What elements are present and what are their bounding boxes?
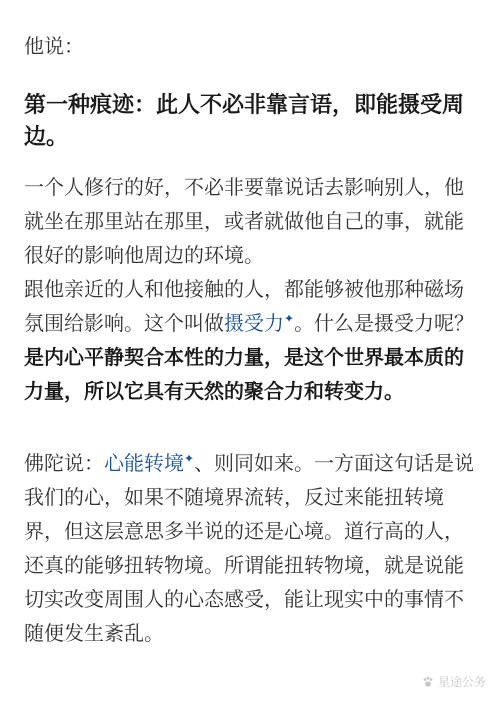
link-xinnengzhuanjing-label: 心能转境 <box>104 451 184 475</box>
intro-text: 他说： <box>24 34 84 58</box>
paragraph-2-text-before: 跟他亲近的人和他接触的人，都能够被他那种磁场氛围给影响。这个叫做 <box>24 277 464 335</box>
paragraph-1: 一个人修行的好，不必非要靠说话去影响别人，他就坐在那里站在那里，或者就做他自己的事，就能很好的影响他周边的环境。 <box>24 175 464 267</box>
paw-icon <box>422 676 434 688</box>
sparkle-icon: ✦ <box>284 311 295 326</box>
link-sheshouli-label: 摄受力 <box>224 311 284 335</box>
sparkle-icon: ✦ <box>184 451 195 466</box>
watermark <box>422 674 486 690</box>
link-sheshouli[interactable] <box>224 311 294 335</box>
paragraph-3 <box>24 446 480 650</box>
paragraph-2-text-mid: 。什么是摄受力呢？ <box>294 311 475 335</box>
watermark-text: 星途公务 <box>437 675 486 689</box>
paragraph-3-text-after: 、则同如来。一方面这句话是说我们的心，如果不随境界流转，反过来能扭转境界，但这层意思多半说的还是心境。道行高的人，还真的能够扭转物境。所谓能扭转物境，就是说能切实改变周围人的心态感受，能让现实中的事情不随便发生紊乱。 <box>24 451 475 645</box>
link-xinnengzhuanjing[interactable] <box>104 451 194 475</box>
paragraph-2 <box>24 272 480 408</box>
paragraph-2-bold: 是内心平静契合本性的力量，是这个世界最本质的力量，所以它具有天然的聚合力和转变力。 <box>24 345 464 403</box>
paragraph-3-text-before: 佛陀说： <box>24 451 104 475</box>
section-heading: 第一种痕迹：此人不必非靠言语，即能摄受周边。 <box>24 93 465 150</box>
